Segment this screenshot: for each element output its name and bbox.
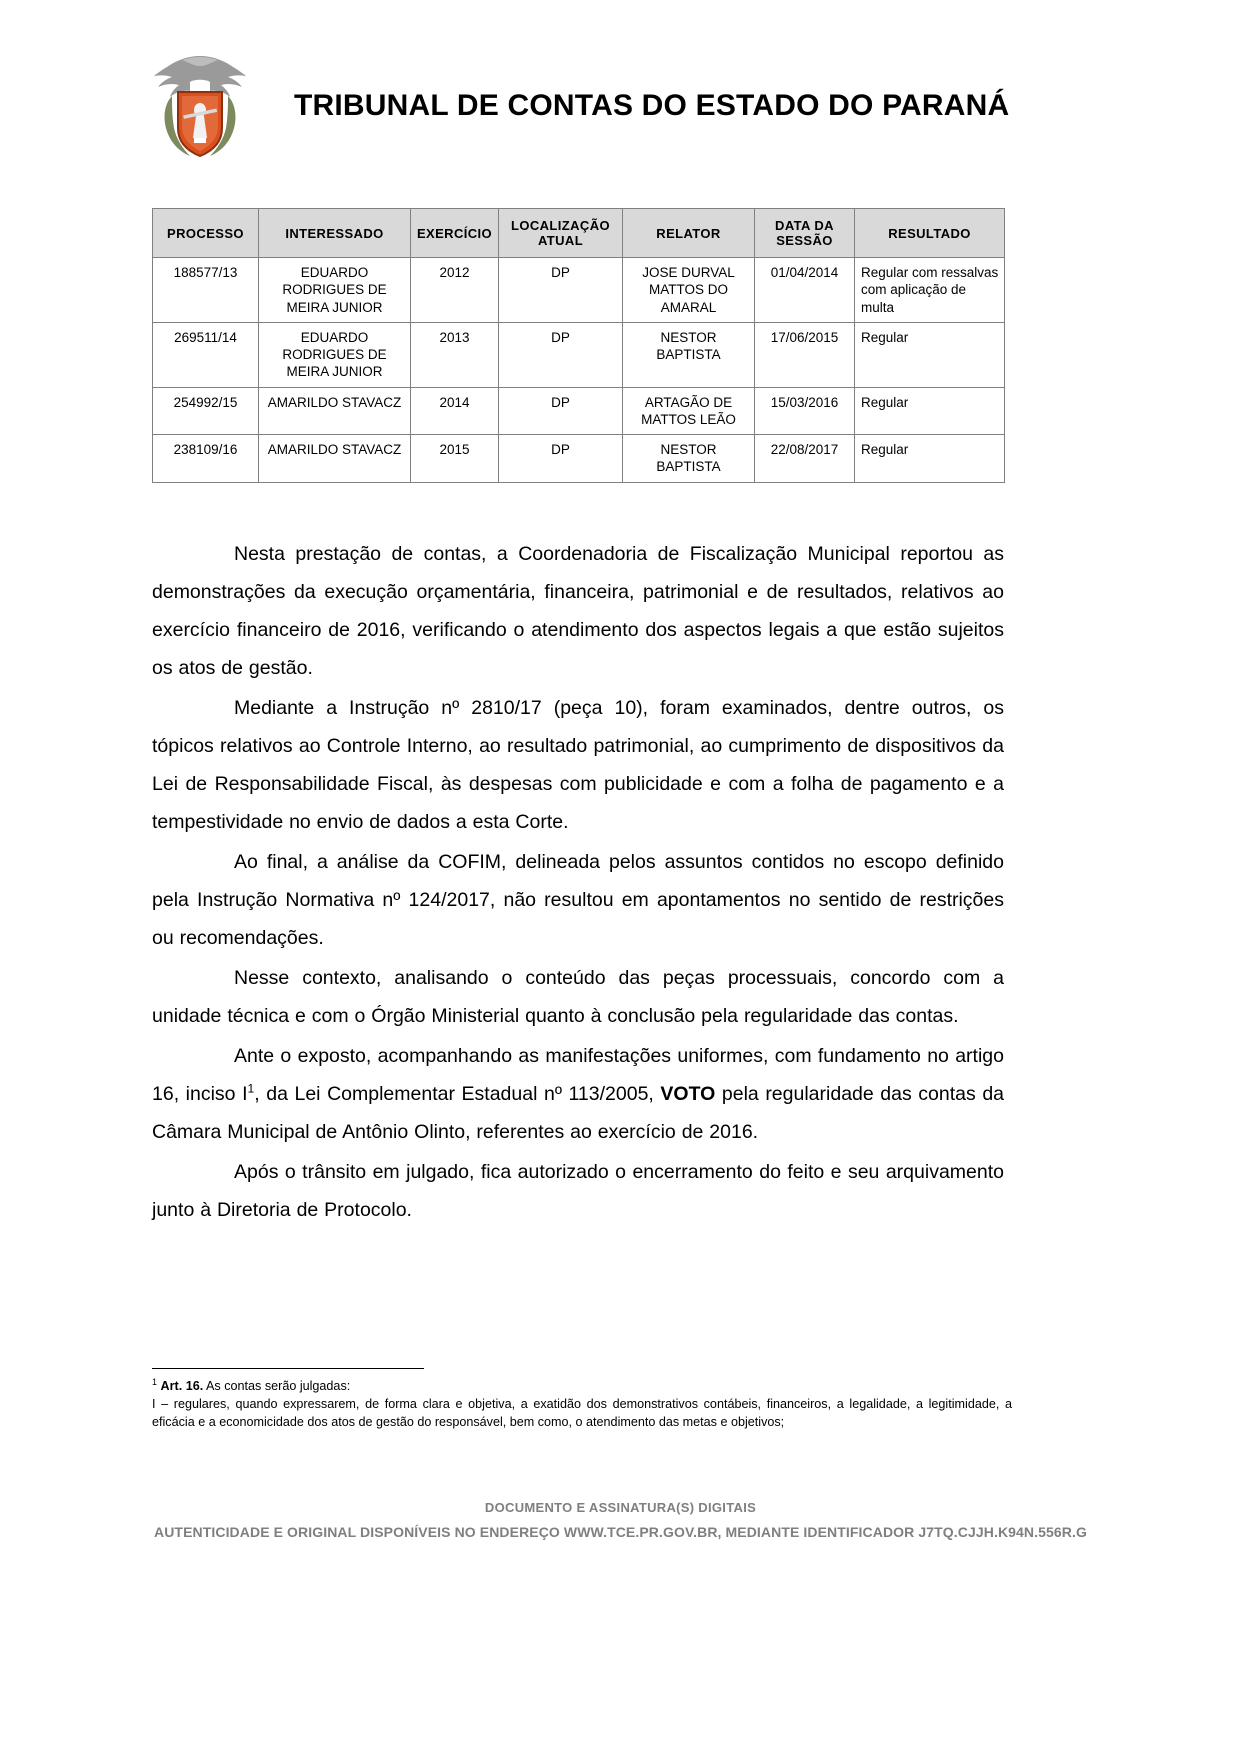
column-header-exercicio: EXERCÍCIO	[411, 209, 499, 258]
process-table	[152, 208, 1005, 483]
cell-interessado: AMARILDO STAVACZ	[259, 435, 411, 483]
process-table-wrapper	[152, 208, 1004, 483]
cell-data-sessao: 15/03/2016	[755, 387, 855, 435]
cell-resultado: Regular	[855, 435, 1005, 483]
voto-keyword: VOTO	[660, 1082, 716, 1105]
table-row	[153, 322, 1005, 387]
table-row	[153, 387, 1005, 435]
footnote-intro: As contas serão julgadas:	[203, 1379, 351, 1394]
paragraph-6: Após o trânsito em julgado, fica autorizado o encerramento do feito e seu arquivamento junto à Diretoria de Protocolo.	[152, 1160, 1004, 1221]
cell-exercicio: 2012	[411, 258, 499, 323]
cell-localizacao: DP	[499, 322, 623, 387]
cell-processo: 238109/16	[153, 435, 259, 483]
cell-localizacao: DP	[499, 435, 623, 483]
cell-localizacao: DP	[499, 258, 623, 323]
cell-interessado: AMARILDO STAVACZ	[259, 387, 411, 435]
paragraph-3: Ao final, a análise da COFIM, delineada pelos assuntos contidos no escopo definido pela Instrução Normativa nº 124/2017, não resultou em apontamentos no sentido de restrições ou recomendações.	[152, 850, 1004, 949]
cell-data-sessao: 17/06/2015	[755, 322, 855, 387]
footnote-line-1	[152, 1376, 1012, 1396]
cell-relator: NESTOR BAPTISTA	[623, 322, 755, 387]
paragraph-5-text-a: Ante o exposto, acompanhando as manifestações uniformes, com fundamento no artigo 16, inciso I	[152, 1044, 1004, 1105]
column-header-relator: RELATOR	[623, 209, 755, 258]
cell-relator: NESTOR BAPTISTA	[623, 435, 755, 483]
footnote-marker: 1	[152, 1377, 158, 1387]
document-body	[152, 535, 1004, 1229]
column-header-localizacao: LOCALIZAÇÃO ATUAL	[499, 209, 623, 258]
cell-data-sessao: 22/08/2017	[755, 435, 855, 483]
column-header-processo: PROCESSO	[153, 209, 259, 258]
column-header-data-sessao: DATA DA SESSÃO	[755, 209, 855, 258]
cell-resultado: Regular	[855, 387, 1005, 435]
paragraph-5-text-b: , da Lei Complementar Estadual nº 113/2005,	[254, 1082, 661, 1105]
cell-resultado: Regular	[855, 322, 1005, 387]
paragraph-5	[152, 1037, 1004, 1151]
paragraph-2: Mediante a Instrução nº 2810/17 (peça 10), foram examinados, dentre outros, os tópicos relativos ao Controle Interno, ao resultado patrimonial, ao cumprimento de dispositivos da Lei de Responsabilidade Fiscal, às despesas com publicidade e com a folha de pagamento e a tempestividade no envio de dados a esta Corte.	[152, 696, 1004, 833]
cell-localizacao: DP	[499, 387, 623, 435]
cell-exercicio: 2013	[411, 322, 499, 387]
table-row	[153, 435, 1005, 483]
footnote-line-2: I – regulares, quando expressarem, de forma clara e objetiva, a exatidão dos demonstrativos contábeis, financeiros, a legalidade, a legitimidade, a eficácia e a economicidade dos atos de gestão do responsável, bem como, o atendimento das metas e objetivos;	[152, 1397, 1012, 1429]
cell-processo: 269511/14	[153, 322, 259, 387]
footer-authenticity-text: AUTENTICIDADE E ORIGINAL DISPONÍVEIS NO ENDEREÇO WWW.TCE.PR.GOV.BR, MEDIANTE IDENTIFICADOR J7TQ.CJJH.K94N.556R.G	[154, 1524, 1087, 1540]
parana-state-coat-of-arms-icon	[152, 52, 248, 160]
table-row	[153, 258, 1005, 323]
footnote-divider	[152, 1368, 424, 1369]
document-header	[0, 0, 1241, 160]
cell-interessado: EDUARDO RODRIGUES DE MEIRA JUNIOR	[259, 258, 411, 323]
cell-processo: 254992/15	[153, 387, 259, 435]
cell-exercicio: 2015	[411, 435, 499, 483]
cell-relator: ARTAGÃO DE MATTOS LEÃO	[623, 387, 755, 435]
document-footer	[0, 1500, 1241, 1540]
cell-data-sessao: 01/04/2014	[755, 258, 855, 323]
column-header-resultado: RESULTADO	[855, 209, 1005, 258]
paragraph-1: Nesta prestação de contas, a Coordenadoria de Fiscalização Municipal reportou as demonstrações da execução orçamentária, financeira, patrimonial e de resultados, relativos ao exercício financeiro de 2016, verificando o atendimento dos aspectos legais a que estão sujeitos os atos de gestão.	[152, 542, 1004, 679]
footnote-article: Art. 16.	[160, 1379, 204, 1394]
footnote-reference: 1	[247, 1081, 255, 1096]
cell-interessado: EDUARDO RODRIGUES DE MEIRA JUNIOR	[259, 322, 411, 387]
cell-resultado: Regular com ressalvas com aplicação de multa	[855, 258, 1005, 323]
column-header-interessado: INTERESSADO	[259, 209, 411, 258]
paragraph-5-text-c: pela regularidade das contas da Câmara Municipal de Antônio Olinto, referentes ao exercício de 2016.	[152, 1082, 1005, 1143]
paragraph-4: Nesse contexto, analisando o conteúdo das peças processuais, concordo com a unidade técnica e com o Órgão Ministerial quanto à conclusão pela regularidade das contas.	[152, 966, 1004, 1027]
page-title: TRIBUNAL DE CONTAS DO ESTADO DO PARANÁ	[294, 89, 1010, 122]
footer-digital-signature-text: DOCUMENTO E ASSINATURA(S) DIGITAIS	[484, 1500, 757, 1515]
footnote-block	[152, 1368, 1012, 1432]
cell-processo: 188577/13	[153, 258, 259, 323]
table-header-row	[153, 209, 1005, 258]
cell-exercicio: 2014	[411, 387, 499, 435]
cell-relator: JOSE DURVAL MATTOS DO AMARAL	[623, 258, 755, 323]
